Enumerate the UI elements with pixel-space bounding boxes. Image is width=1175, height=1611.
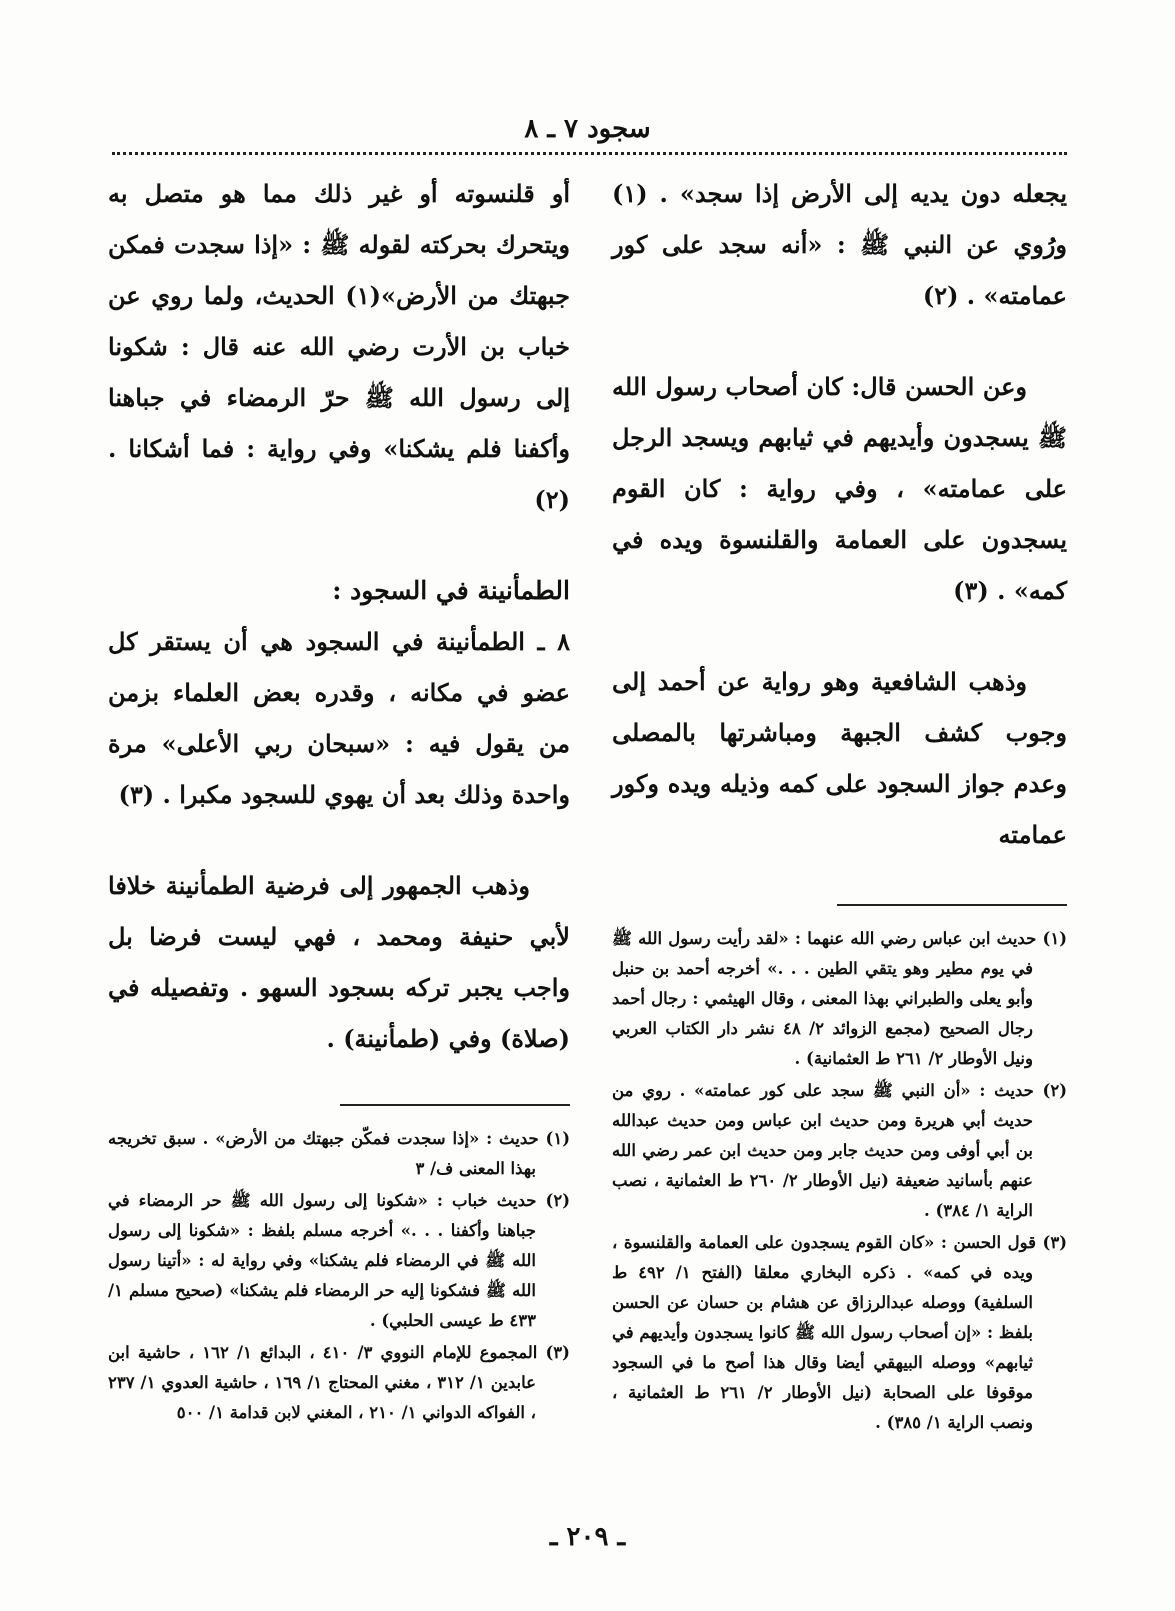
left-paragraph-2: ٨ ـ الطمأنينة في السجود هي أن يستقر كل عضو في مكانه ، وقدره بعض العلماء بزمن من يقول فيه : «سبحان ربي الأعلى» مرة واحدة وذلك بعد أن يهوي للسجود مكبرا . (٣)	[108, 627, 570, 809]
left-column-main-text	[108, 168, 570, 1064]
right-column	[612, 168, 1067, 1440]
running-header-title: سجود ٧ ـ ٨	[524, 114, 651, 144]
right-footnotes	[612, 924, 1067, 1438]
page-number: ـ ٢٠٩ ـ	[549, 1522, 626, 1552]
left-column	[108, 168, 570, 1430]
footnote-item: (٢) حديث : «أن النبي ﷺ سجد على كور عمامته» . روي من حديث أبي هريرة ومن حديث ابن عباس ومن حديث عبدالله بن أبي أوفى ومن حديث جابر ومن حديث ابن عمر رضي الله عنهم بأسانيد ضعيفة (نيل الأوطار ٢/ ٢٦٠ ط العثمانية ، نصب الراية ١/ ٣٨٤) .	[612, 1081, 1067, 1220]
header-dotted-divider	[112, 152, 1067, 155]
footnote-item: (٣) المجموع للإمام النووي ٣/ ٤١٠ ، البدائع ١/ ١٦٢ ، حاشية ابن عابدين ١/ ٣١٢ ، مغني المحتاج ١/ ١٦٩ ، حاشية العدوي ١/ ٢٣٧ ، الفواكه الدواني ١/ ٢١٠ ، المغني لابن قدامة ١/ ٥٠٠	[108, 1343, 570, 1422]
section-heading: الطمأنينة في السجود :	[332, 576, 570, 605]
footnote-item: (٣) قول الحسن : «كان القوم يسجدون على العمامة والقلنسوة ، ويده في كمه» . ذكره البخاري معلقا (الفتح ١/ ٤٩٢ ط السلفية) ووصله عبدالرزاق عن هشام بن حسان عن الحسن بلفظ : «إن أصحاب رسول الله ﷺ كانوا يسجدون وأيديهم في ثيابهم» ووصله البيهقي أيضا وقال هذا أصح ما في السجود موقوفا على الصحابة (نيل الأوطار ٢/ ٢٦١ ط العثمانية ، ونصب الراية ١/ ٣٨٥) .	[612, 1233, 1067, 1432]
right-column-main-text	[612, 168, 1067, 860]
right-paragraph-3: وذهب الشافعية وهو رواية عن أحمد إلى وجوب كشف الجبهة ومباشرتها بالمصلى وعدم جواز السجود على كمه وذيله ويده وكور عمامته	[612, 667, 1068, 849]
right-footnote-divider	[837, 904, 1067, 906]
left-footnote-divider	[340, 1104, 570, 1106]
left-paragraph-3: وذهب الجمهور إلى فرضية الطمأنينة خلافا لأبي حنيفة ومحمد ، فهي ليست فرضا بل واجب يجبر تركه بسجود السهو . وتفصيله في (صلاة) وفي (طمأنينة) .	[108, 871, 570, 1053]
right-paragraph-2: وعن الحسن قال: كان أصحاب رسول الله ﷺ يسجدون وأيديهم في ثيابهم ويسجد الرجل على عمامته» ، وفي رواية : كان القوم يسجدون على العمامة والقلنسوة ويده في كمه» . (٣)	[612, 372, 1067, 605]
footnote-item: (١) حديث ابن عباس رضي الله عنهما : «لقد رأيت رسول الله ﷺ في يوم مطير وهو يتقي الطين . . .» أخرجه أحمد بن حنبل وأبو يعلى والطبراني بهذا المعنى ، وقال الهيثمي : رجال أحمد رجال الصحيح (مجمع الزوائد ٢/ ٤٨ نشر دار الكتاب العربي ونيل الأوطار ٢/ ٢٦١ ط العثمانية) .	[612, 929, 1067, 1068]
footnote-item: (٢) حديث خباب : «شكونا إلى رسول الله ﷺ حر الرمضاء في جباهنا وأكفنا . . .» أخرجه مسلم بلفظ : «شكونا إلى رسول الله ﷺ في الرمضاء فلم يشكنا» وفي رواية له : «أتينا رسول الله ﷺ فشكونا إليه حر الرمضاء فلم يشكنا» (صحيح مسلم ١/ ٤٣٣ ط عيسى الحلبي) .	[108, 1191, 570, 1330]
left-paragraph-1: أو قلنسوته أو غير ذلك مما هو متصل به ويتحرك بحركته لقوله ﷺ : «إذا سجدت فمكن جبهتك من الأرض»(١) الحديث، ولما روي عن خباب بن الأرت رضي الله عنه قال : شكونا إلى رسول الله ﷺ حرّ الرمضاء في جباهنا وأكفنا فلم يشكنا» وفي رواية : فما أشكانا . (٢)	[108, 179, 571, 514]
right-paragraph-1: يجعله دون يديه إلى الأرض إذا سجد» . (١) ورُوي عن النبي ﷺ : «أنه سجد على كور عمامته» . (٢)	[612, 179, 1067, 310]
footnote-item: (١) حديث : «إذا سجدت فمكّن جبهتك من الأرض» . سبق تخريجه بهذا المعنى ف/ ٣	[108, 1129, 570, 1178]
left-footnotes	[108, 1124, 570, 1428]
